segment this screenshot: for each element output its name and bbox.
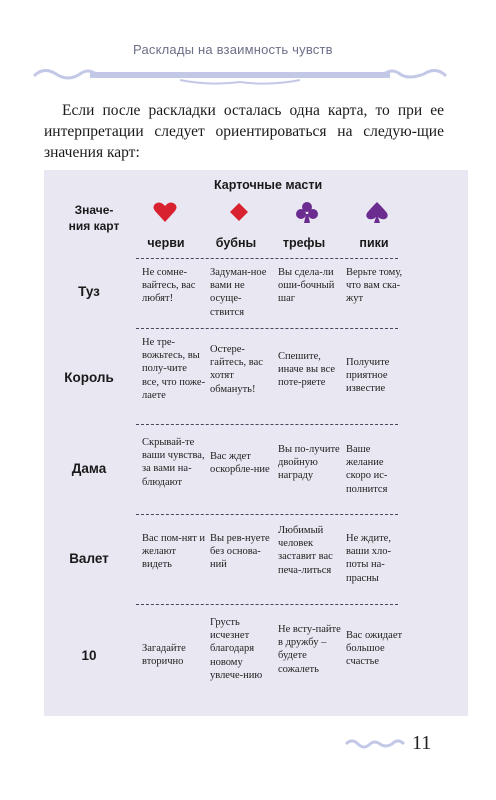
page-number: 11 (412, 732, 432, 754)
cell-jack-diamonds: Вы рев-нуете без основа-ний (210, 533, 270, 571)
rank-ace: Туз (78, 284, 100, 299)
cell-king-spades: Получите приятное известие (346, 357, 390, 395)
page-header (0, 36, 496, 86)
suit-name-hearts: черви (147, 236, 185, 250)
spade-icon (364, 200, 390, 224)
rank-ten: 10 (81, 648, 97, 663)
running-header-title: Расклады на взаимность чувств (133, 42, 333, 57)
row-divider (136, 514, 398, 515)
cell-queen-clubs: Вы по-лучите двойную награду (278, 444, 340, 482)
suits-title: Карточные масти (214, 178, 323, 192)
suit-name-spades: пики (359, 236, 389, 250)
cell-king-hearts: Не тре-вожьтесь, вы полу-чите все, что поже-лаете (142, 337, 206, 401)
suit-name-diamonds: бубны (215, 236, 257, 250)
rank-queen: Дама (71, 461, 107, 476)
cell-ten-spades: Вас ожидает большое счастье (346, 630, 403, 668)
cell-queen-diamonds: Вас ждет оскорбле-ние (210, 451, 270, 476)
intro-text: Если после раскладки осталась одна карта, то при ее интерпретации следует ориентироваться на следую-щие значения карт: (44, 102, 444, 161)
rank-column-header: Значе-ния карт (68, 203, 120, 233)
cell-ten-hearts: Загадайте вторично (142, 643, 186, 668)
header-ornament (30, 58, 450, 88)
cell-ten-clubs: Не всту-пайте в дружбу – будете сожалеть (278, 624, 341, 675)
cell-jack-hearts: Вас пом-нят и желают видеть (142, 533, 206, 571)
card-meanings-table (44, 170, 468, 716)
footer-ornament (344, 736, 406, 750)
cell-king-clubs: Спешите, иначе вы все поте-ряете (278, 351, 336, 389)
row-divider (136, 258, 398, 259)
cell-king-diamonds: Остере-гайтесь, вас хотят обмануть! (210, 344, 263, 395)
rank-king: Король (64, 370, 114, 385)
row-divider (136, 328, 398, 329)
cell-ace-spades: Верьте тому, что вам ска-жут (346, 267, 403, 305)
cell-queen-spades: Ваше желание скоро ис-полнится (346, 444, 388, 495)
rank-jack: Валет (69, 551, 109, 566)
cell-jack-clubs: Любимый человек заставит вас печа-литься (278, 525, 333, 576)
diamond-icon (226, 200, 252, 224)
cell-ten-diamonds: Грусть исчезнет благодаря новому увлече-нию (210, 617, 263, 681)
club-icon (294, 200, 320, 224)
row-divider (136, 604, 398, 605)
cell-ace-clubs: Вы сдела-ли оши-бочный шаг (278, 267, 335, 305)
cell-queen-hearts: Скрывай-те ваши чувства, за вами на-блюдают (142, 437, 205, 488)
row-divider (136, 424, 398, 425)
heart-icon (152, 200, 178, 224)
cell-ace-diamonds: Задуман-ное вами не осуще-ствится (210, 267, 267, 318)
suit-name-clubs: трефы (282, 236, 326, 250)
cell-jack-spades: Не ждите, ваши хло-поты на-прасны (346, 533, 392, 584)
cell-ace-hearts: Не сомне-вайтесь, вас любят! (142, 267, 196, 305)
intro-paragraph (44, 100, 444, 163)
